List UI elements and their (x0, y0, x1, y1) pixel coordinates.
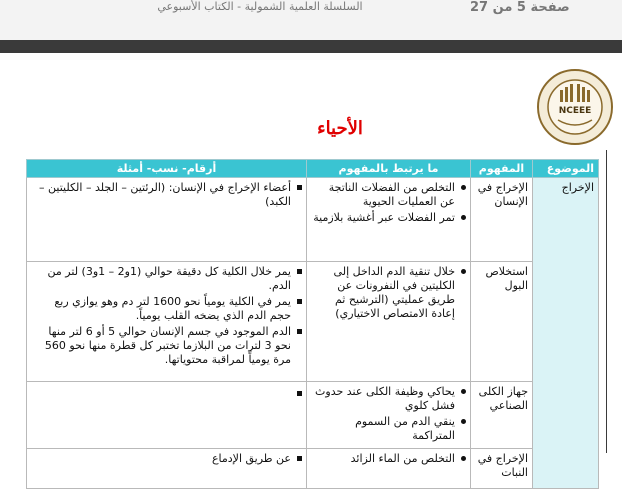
table-row (27, 449, 599, 489)
list-item: تمر الفضلات عبر أغشية بلازمية (311, 211, 466, 225)
header-numbers: أرقام- نسب- أمثلة (27, 160, 307, 178)
numbers-cell (27, 178, 307, 262)
table-row (27, 262, 599, 382)
header-divider (0, 40, 622, 53)
numbers-cell (27, 262, 307, 382)
table-header-row (27, 160, 599, 178)
related-cell (307, 382, 471, 449)
list-item: ينقي الدم من السموم المتراكمة (311, 415, 466, 443)
list-item: خلال تنقية الدم الداخل إلى الكليتين في النفرونات عن طريق عمليتي (الترشيح ثم إعادة الامتصاص الاختياري) (311, 265, 466, 321)
concept-cell: جهاز الكلى الصناعي (471, 382, 533, 449)
related-cell (307, 262, 471, 382)
related-cell (307, 449, 471, 489)
list-item: عن طريق الإدماع (31, 452, 302, 466)
table-row (27, 382, 599, 449)
list-item: يمر خلال الكلية كل دقيقة حوالي (1و2 – 1و3) لتر من الدم. (31, 265, 302, 293)
header-related: ما يرتبط بالمفهوم (307, 160, 471, 178)
concepts-table (26, 159, 599, 489)
list-item: يمر في الكلية يومياً نحو 1600 لتر دم وهو يوازي ربع حجم الدم الذي يضخه القلب يومياً. (31, 295, 302, 323)
list-item: الدم الموجود في جسم الإنسان حوالي 5 أو 6 لتر منها نحو 3 لترات من البلازما تختبر كل قطرة منها نحو 560 مرة يومياً لمراقبة محتوياتها. (31, 325, 302, 367)
table-row (27, 178, 599, 262)
doc-title: السلسلة العلمية الشمولية - الكتاب الأسبوعي (157, 0, 363, 13)
header-concept: المفهوم (471, 160, 533, 178)
list-item: أعضاء الإخراج في الإنسان: (الرئتين – الجلد – الكليتين – الكبد) (31, 181, 302, 209)
page-border-line (606, 150, 607, 453)
list-item: التخلص من الماء الزائد (311, 452, 466, 466)
topic-cell: الإخراج (533, 178, 599, 489)
numbers-cell (27, 382, 307, 449)
logo-acronym: NCEEE (558, 106, 592, 116)
header-topic: الموضوع (533, 160, 599, 178)
concept-cell: الإخراج في النبات (471, 449, 533, 489)
nceee-logo-icon (536, 68, 614, 146)
related-cell (307, 178, 471, 262)
page-title: الأحياء (317, 118, 363, 139)
list-item: التخلص من الفضلات الناتجة عن العمليات الحيوية (311, 181, 466, 209)
page-number: صفحة 5 من 27 (470, 0, 570, 15)
numbers-cell (27, 449, 307, 489)
list-item: يحاكي وظيفة الكلى عند حدوث فشل كلوي (311, 385, 466, 413)
concept-cell: استخلاص البول (471, 262, 533, 382)
concept-cell: الإخراج في الإنسان (471, 178, 533, 262)
